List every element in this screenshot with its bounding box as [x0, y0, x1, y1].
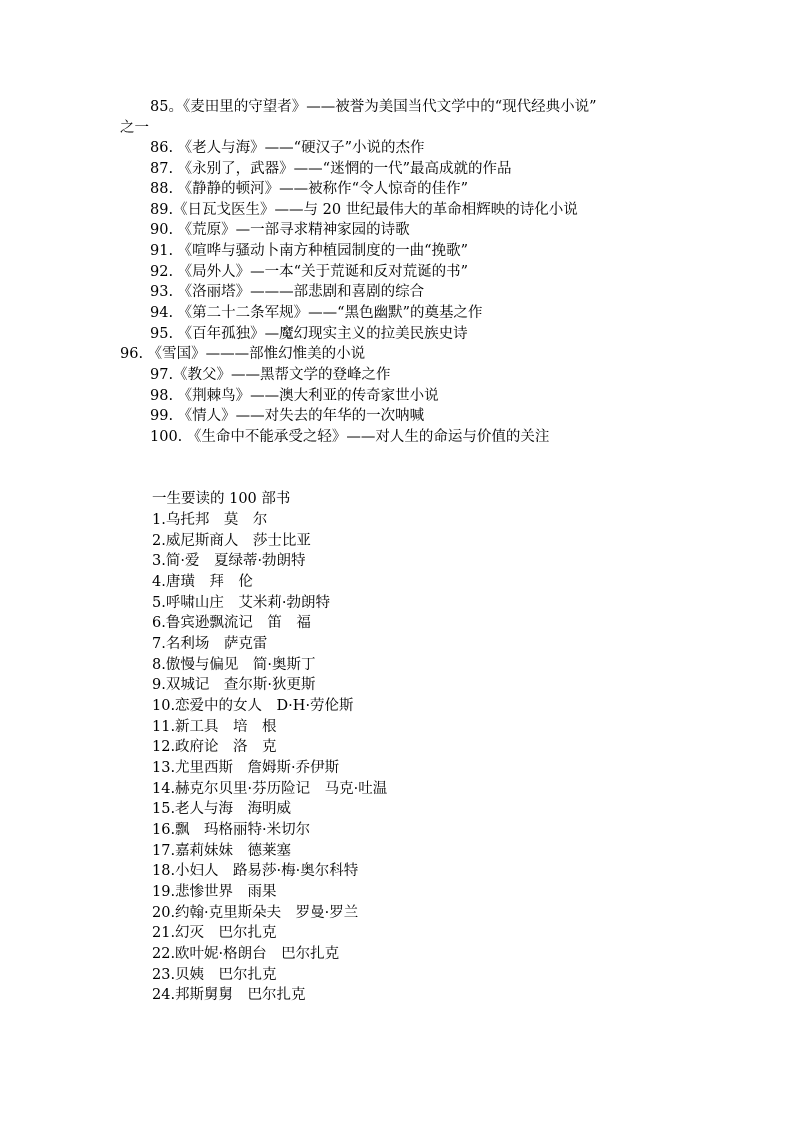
list-item: 17.嘉莉妹妹 德莱塞 — [152, 843, 292, 859]
book-entry-97: 97.《教父》——黑帮文学的登峰之作 — [150, 367, 391, 383]
book-entry-88: 88. 《静静的顿河》——被称作“令人惊奇的佳作” — [150, 181, 468, 197]
list-item: 19.悲惨世界 雨果 — [152, 884, 277, 900]
book-entry-89: 89.《日瓦戈医生》——与 20 世纪最伟大的革命相辉映的诗化小说 — [150, 202, 578, 218]
list-item: 8.傲慢与偏见 简·奥斯丁 — [152, 657, 316, 673]
list-item: 9.双城记 查尔斯·狄更斯 — [152, 677, 316, 693]
book-entry-90: 90. 《荒原》—一部寻求精神家园的诗歌 — [150, 222, 410, 238]
book-entry-86: 86. 《老人与海》——“硬汉子”小说的杰作 — [150, 140, 425, 156]
section-title: 一生要读的 100 部书 — [152, 491, 291, 507]
book-entry-100: 100. 《生命中不能承受之轻》——对人生的命运与价值的关注 — [150, 429, 550, 445]
list-item: 5.呼啸山庄 艾米莉·勃朗特 — [152, 595, 330, 611]
book-entry-87: 87. 《永别了，武器》——“迷惘的一代”最高成就的作品 — [150, 161, 512, 177]
list-item: 4.唐璜 拜 伦 — [152, 574, 253, 590]
book-entry-93: 93. 《洛丽塔》———部悲剧和喜剧的综合 — [150, 284, 425, 300]
list-item: 11.新工具 培 根 — [152, 719, 277, 735]
book-entry-95: 95. 《百年孤独》—魔幻现实主义的拉美民族史诗 — [150, 326, 468, 342]
book-entry-92: 92. 《局外人》—一本“关于荒诞和反对荒诞的书” — [150, 264, 468, 280]
list-item: 14.赫克尔贝里·芬历险记 马克·吐温 — [152, 781, 388, 797]
list-item: 1.乌托邦 莫 尔 — [152, 512, 268, 528]
book-entry-91: 91. 《喧哗与骚动卜南方种植园制度的一曲“挽歌” — [150, 243, 468, 259]
list-item: 10.恋爱中的女人 D·H·劳伦斯 — [152, 698, 354, 714]
list-item: 22.欧叶妮·格朗台 巴尔扎克 — [152, 946, 340, 962]
list-item: 7.名利场 萨克雷 — [152, 636, 268, 652]
list-item: 13.尤里西斯 詹姆斯·乔伊斯 — [152, 760, 340, 776]
list-item: 2.威尼斯商人 莎士比亚 — [152, 533, 311, 549]
list-item: 15.老人与海 海明威 — [152, 801, 292, 817]
book-entry-99: 99. 《情人》——对失去的年华的一次呐喊 — [150, 408, 425, 424]
list-item: 20.约翰·克里斯朵夫 罗曼·罗兰 — [152, 905, 359, 921]
list-item: 6.鲁宾逊飘流记 笛 福 — [152, 615, 311, 631]
list-item: 16.飘 玛格丽特·米切尔 — [152, 822, 311, 838]
book-entry-85: 85。《麦田里的守望者》——被誉为美国当代文学中的“现代经典小说” — [150, 99, 597, 115]
list-item: 3.简·爱 夏绿蒂·勃朗特 — [152, 553, 306, 569]
list-item: 23.贝姨 巴尔扎克 — [152, 967, 277, 983]
list-item: 21.幻灭 巴尔扎克 — [152, 925, 277, 941]
book-entry-94: 94. 《第二十二条军规》——“黑色幽默”的奠基之作 — [150, 305, 483, 321]
list-item: 18.小妇人 路易莎·梅·奥尔科特 — [152, 863, 359, 879]
list-item: 24.邦斯舅舅 巴尔扎克 — [152, 987, 306, 1003]
list-item: 12.政府论 洛 克 — [152, 739, 277, 755]
book-entry-85-continuation: 之一 — [120, 120, 149, 136]
book-entry-96: 96. 《雪国》———部惟幻惟美的小说 — [120, 346, 366, 362]
book-entry-98: 98. 《荆棘鸟》——澳大利亚的传奇家世小说 — [150, 388, 439, 404]
